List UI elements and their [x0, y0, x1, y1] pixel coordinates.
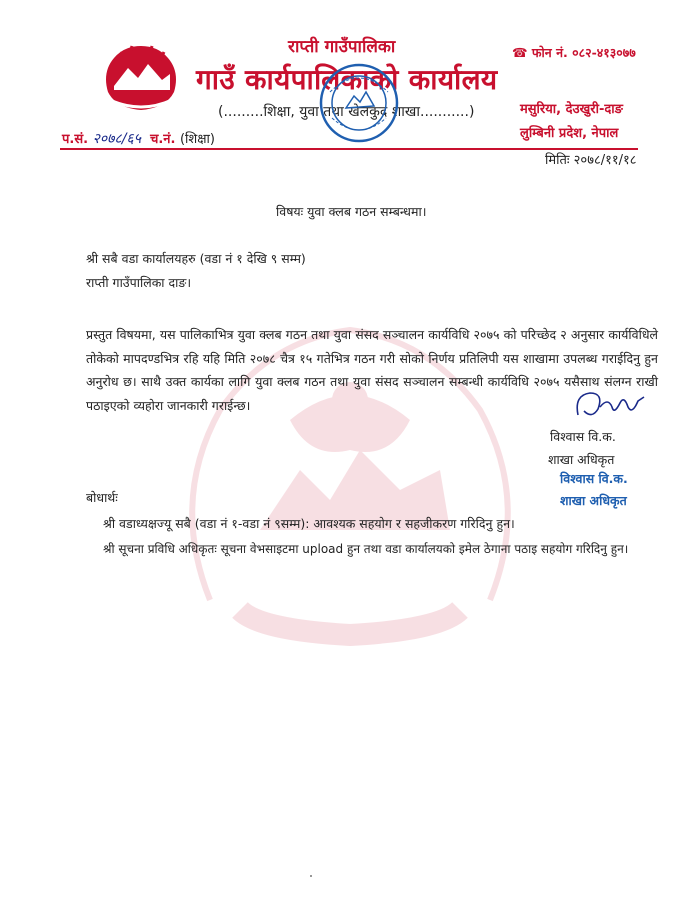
signatory-stamp-name: विश्वास वि.क. — [560, 471, 628, 486]
scan-speck — [310, 875, 312, 877]
signatory-title: शाखा अधिकृत — [548, 452, 615, 467]
address-line-1: मसुरिया, देउखुरी-दाङ — [520, 102, 623, 117]
ref-value: २०७८/६५ — [92, 131, 141, 147]
ref-label: प.सं. — [62, 132, 89, 147]
nepal-emblem-logo — [100, 42, 182, 112]
reference-number — [62, 129, 215, 148]
office-name: गाउँ कार्यपालिकाको कार्यालय — [196, 63, 498, 96]
letter-subject: विषयः युवा क्लब गठन सम्बन्धमा। — [276, 204, 427, 219]
office-seal-stamp — [318, 62, 400, 144]
recipient-line-2: राप्ती गाउँपालिका दाङ। — [86, 275, 192, 290]
cc-line-2: श्री सूचना प्रविधि अधिकृतः सूचना वेभसाइटमा upload हुन तथा वडा कार्यालयको इमेल ठेगाना पठाइ सहयोग गरिदिनु हुन। — [103, 542, 629, 556]
letter-body: प्रस्तुत विषयमा, यस पालिकाभित्र युवा क्लब गठन तथा युवा संसद सञ्चालन कार्यविधि २०७५ को परिच्छेद २ अनुसार कार्यविधिले तोकेको मापदण्डभित्र रहि यहि मिति २०७८ चैत्र १५ गतेभित्र गठन गरी सोको निर्णय प्रतिलिपी यस शाखामा उपलब्ध गराईदिनु हुन अनुरोध छ। साथै उक्त कार्यका लागि युवा क्लब गठन तथा युवा संसद सञ्चालन सम्बन्धी कार्यविधि २०७५ यसैसाथ संलग्न राखी पठाइएको व्यहोरा जानकारी गराईन्छ। — [86, 327, 658, 413]
phone-number: ☎ फोन नं. ०८२-४१३०७७ — [512, 45, 636, 60]
cc-line-1: श्री वडाध्यक्षज्यू सबै (वडा नं १-वडा नं ९सम्म): आवश्यक सहयोग र सहजीकरण गरिदिनु हुन। — [103, 516, 515, 531]
address-line-2: लुम्बिनी प्रदेश, नेपाल — [520, 126, 619, 141]
signatory-stamp-title: शाखा अधिकृत — [560, 493, 627, 508]
recipient-line-1: श्री सबै वडा कार्यालयहरु (वडा नं १ देखि ९ सम्म) — [86, 251, 306, 266]
letter-date: मितिः २०७८/११/१८ — [545, 153, 637, 168]
dispatch-section: (शिक्षा) — [179, 132, 215, 147]
signature — [570, 385, 650, 425]
section-name: (.........शिक्षा, युवा तथा खेलकुद शाखा...........) — [218, 104, 475, 120]
signatory-name: विश्वास वि.क. — [550, 429, 616, 444]
municipality-name: राप्ती गाउँपालिका — [288, 37, 396, 57]
cc-label: बोधार्थः — [86, 490, 118, 505]
dispatch-label: च.नं. — [150, 132, 176, 147]
